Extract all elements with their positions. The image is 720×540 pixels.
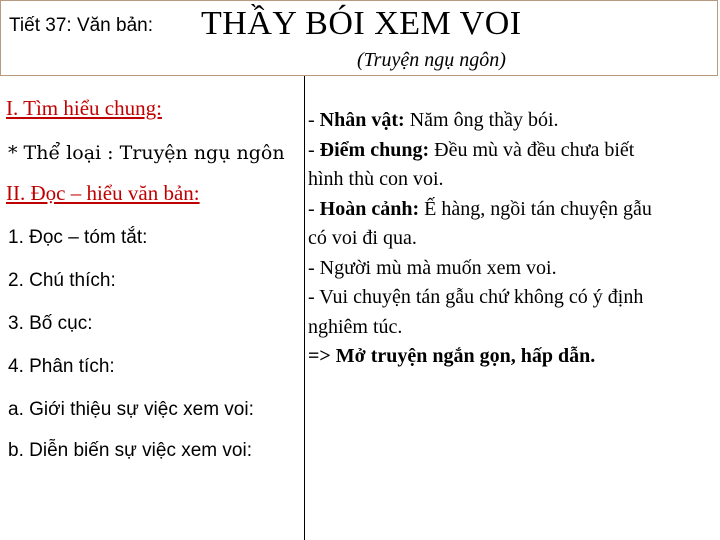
genre-line: * Thể loại : Truyện ngụ ngôn	[8, 142, 285, 164]
note-line-7: - Vui chuyện tán gẫu chứ không có ý định	[308, 286, 644, 308]
conclusion-line: => Mở truyện ngắn gọn, hấp dẫn.	[308, 345, 596, 367]
note-line-1: - Nhân vật: Năm ông thầy bói.	[308, 109, 559, 131]
character-text: Năm ông thầy bói.	[409, 109, 559, 131]
character-label: Nhân vật:	[319, 109, 405, 131]
column-divider	[304, 76, 305, 540]
note-line-2: - Điểm chung: Đều mù và đều chưa biết	[308, 138, 635, 161]
item-a: a. Giới thiệu sự việc xem voi:	[8, 399, 254, 420]
section-1-heading: I. Tìm hiểu chung:	[6, 96, 162, 120]
lesson-label: Tiết 37: Văn bản:	[9, 15, 154, 36]
note-line-8: nghiêm túc.	[308, 315, 403, 338]
commonality-text: Đều mù và đều chưa biết	[434, 138, 635, 161]
item-2: 2. Chú thích:	[8, 270, 116, 291]
lesson-subtitle: (Truyện ngụ ngôn)	[357, 49, 506, 71]
situation-label: Hoàn cảnh:	[319, 197, 420, 220]
note-line-6: - Người mù mà muốn xem voi.	[308, 256, 557, 279]
note-line-5: có voi đi qua.	[308, 227, 417, 249]
commonality-label: Điểm chung:	[319, 138, 430, 161]
note-line-3: hình thù con voi.	[308, 168, 444, 190]
item-3: 3. Bố cục:	[8, 313, 93, 334]
slide-header	[0, 0, 718, 76]
situation-text: Ế hàng, ngồi tán chuyện gẫu	[424, 197, 652, 220]
right-notes	[308, 106, 720, 372]
lesson-title: THẦY BÓI XEM VOI	[201, 5, 522, 42]
item-1: 1. Đọc – tóm tắt:	[8, 227, 148, 248]
section-2-heading: II. Đọc – hiểu văn bản:	[6, 181, 200, 205]
note-line-4: - Hoàn cảnh: Ế hàng, ngồi tán chuyện gẫu	[308, 197, 652, 220]
item-4: 4. Phân tích:	[8, 356, 115, 377]
item-b: b. Diễn biến sự việc xem voi:	[8, 440, 252, 461]
